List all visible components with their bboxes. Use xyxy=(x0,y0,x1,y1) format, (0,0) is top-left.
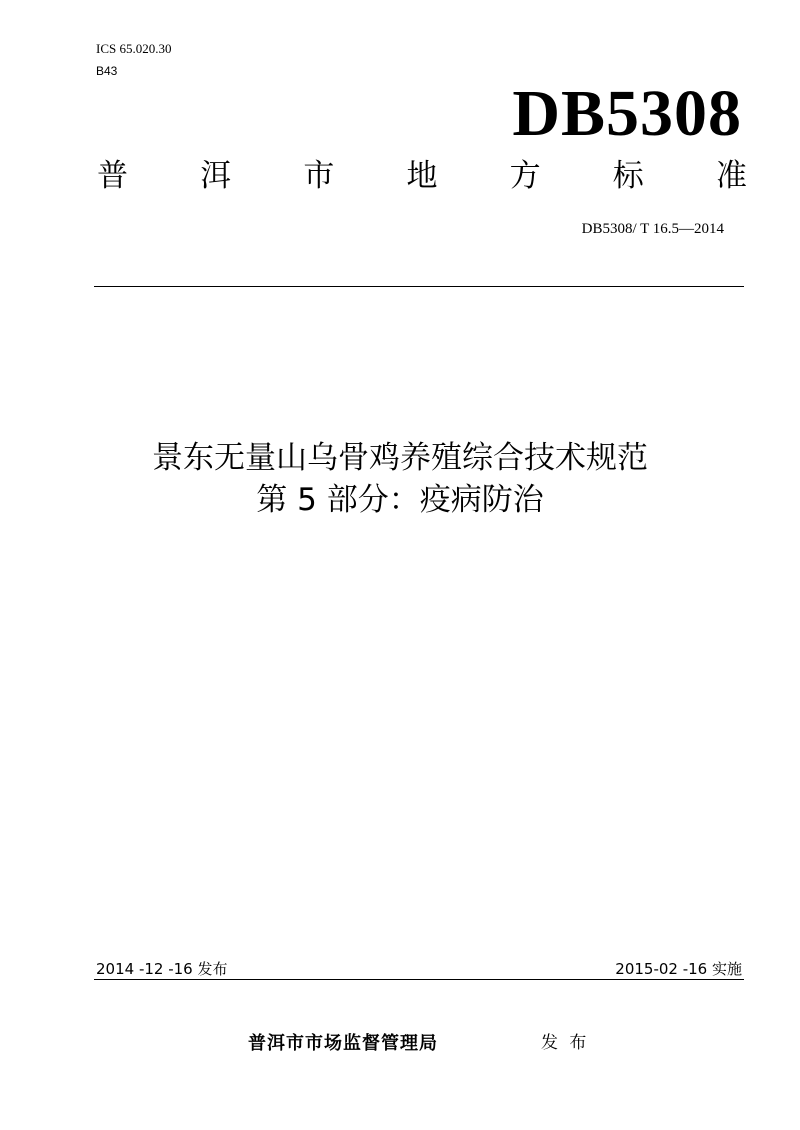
standard-type xyxy=(97,156,747,196)
standard-type-char: 市 xyxy=(303,158,335,194)
document-title: 景东无量山乌骨鸡养殖综合技术规范 xyxy=(152,440,648,476)
issue-label: 发 布 xyxy=(541,1033,587,1053)
divider xyxy=(94,286,744,287)
standard-code: DB5308 xyxy=(512,77,742,150)
issuing-authority: 普洱市市场监督管理局 xyxy=(248,1033,438,1054)
ics-code: ICS 65.020.30 xyxy=(96,41,172,56)
ccs-code: B43 xyxy=(96,64,118,78)
standard-type-char: 普 xyxy=(97,158,128,194)
standard-type-char: 地 xyxy=(406,158,438,194)
standard-type-char: 标 xyxy=(612,158,644,194)
standard-type-char: 洱 xyxy=(200,158,232,194)
standard-number: DB5308/ T 16.5—2014 xyxy=(581,221,724,237)
standard-type-char: 方 xyxy=(509,158,541,194)
publish-date: 2014 -12 -16 发布 xyxy=(96,960,228,978)
divider xyxy=(94,979,744,980)
standard-type-char: 准 xyxy=(715,158,747,194)
implement-date: 2015-02 -16 实施 xyxy=(615,960,742,978)
document-subtitle: 第 5 部分：疫病防治 xyxy=(256,482,544,518)
